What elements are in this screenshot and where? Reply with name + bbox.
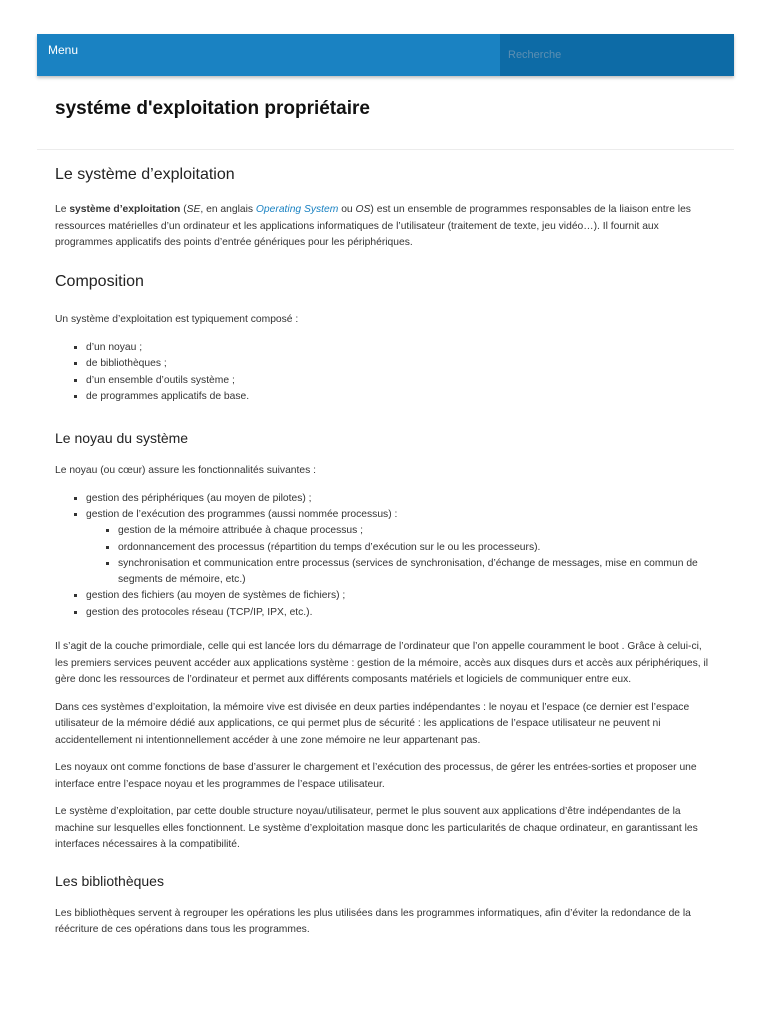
noyau-paragraph: Le système d’exploitation, par cette double structure noyau/utilisateur, permet le plus souvent aux applications d’être indépendantes de la machine sur lesquelles elles fonctionnent. Le système d’exploitation masque donc les particularités de chaque ordinateur, en garantissant les interfaces nécessaires à la compatibilité. bbox=[55, 806, 698, 851]
list-item: ▪ gestion des protocoles réseau (TCP/IP, IPX, etc.). bbox=[86, 605, 715, 621]
noyau-list bbox=[55, 491, 715, 621]
list-item: ▪ de programmes applicatifs de base. bbox=[86, 389, 715, 405]
list-item: ▪ gestion des périphériques (au moyen de pilotes) ; bbox=[86, 491, 715, 507]
intro-paragraph bbox=[55, 202, 715, 252]
intro-abbr-os: OS bbox=[355, 204, 371, 215]
intro-bold-term: système d’exploitation bbox=[69, 204, 181, 215]
noyau-paragraph: Les noyaux ont comme fonctions de base d’assurer le chargement et l’exécution des processus, de gérer les entrées-sorties et proposer une interface entre l’espace noyau et les programmes de l’espace utilisateur. bbox=[55, 762, 697, 790]
sub-list-item: ▪ synchronisation et communication entre processus (services de synchronisation, d’échange de messages, mise en commun de segments de mémoire, etc.) bbox=[118, 556, 715, 589]
list-item-label: gestion de l’exécution des programmes (aussi nommée processus) : bbox=[86, 508, 398, 520]
bibliotheques-paragraph: Les bibliothèques servent à regrouper les opérations les plus utilisées dans les programmes informatiques, afin d’éviter la redondance de la réécriture de ces opérations dans tous les programmes. bbox=[55, 907, 691, 936]
list-item: ▪ d’un noyau ; bbox=[86, 340, 715, 356]
sub-list-item: ▪ ordonnancement des processus (répartition du temps d’exécution sur le ou les processeurs). bbox=[118, 540, 715, 556]
section-heading-noyau: Le noyau du système bbox=[55, 430, 189, 447]
noyau-intro: Le noyau (ou cœur) assure les fonctionnalités suivantes : bbox=[55, 465, 316, 477]
operating-system-link[interactable]: Operating System bbox=[255, 204, 339, 215]
section-heading-composition: Composition bbox=[55, 272, 144, 290]
section-heading-os: Le système d’exploitation bbox=[55, 166, 235, 183]
noyau-paragraph: Il s’agit de la couche primordiale, celle qui est lancée lors du démarrage de l’ordinateur que l’on appelle couramment le boot . Grâce à celui-ci, les premiers services peuvent accéder aux applications système : gestion de la mémoire, accès aux disques durs et accès aux périphériques, il gère donc les ressources de l’ordinateur et permet aux différents composants matériels et logiciels de communiquer entre eux. bbox=[55, 641, 709, 686]
intro-text: Le bbox=[55, 204, 70, 215]
list-item bbox=[86, 507, 715, 588]
page-title: systéme d'exploitation propriétaire bbox=[55, 98, 370, 119]
search-input[interactable] bbox=[500, 34, 734, 76]
composition-list bbox=[55, 340, 715, 405]
menu-button[interactable]: Menu bbox=[48, 43, 79, 57]
intro-abbr-se: SE bbox=[186, 204, 201, 215]
list-item: ▪ d’un ensemble d’outils système ; bbox=[86, 373, 715, 389]
noyau-sublist bbox=[86, 523, 715, 588]
article-content bbox=[55, 163, 715, 939]
noyau-paragraph: Dans ces systèmes d’exploitation, la mémoire vive est divisée en deux parties indépendantes : le noyau et l’espace (ce dernier est l’espace utilisateur de la mémoire dédié aux applications, ce qui permet plus de sécurité : les applications de l’espace utilisateur ne peuvent ni accidentellement ni intentionnellement accéder à une zone mémoire ne leur appartenant pas. bbox=[55, 701, 690, 746]
intro-text: ( bbox=[180, 204, 187, 215]
section-heading-bibliotheques: Les bibliothèques bbox=[55, 872, 164, 889]
sub-list-item: ▪ gestion de la mémoire attribuée à chaque processus ; bbox=[118, 523, 715, 539]
intro-text: , en anglais bbox=[200, 204, 256, 215]
intro-text: ) est un ensemble de programmes responsables de la liaison entre les ressources matérielles d’un ordinateur et les applications informatiques de l’utilisateur (traitement de texte, jeu vidéo…). Il fournit aux programmes applicatifs des points d’entrée génériques pour les périphériques. bbox=[55, 204, 691, 248]
title-divider bbox=[37, 149, 734, 150]
intro-text: ou bbox=[338, 204, 356, 215]
list-item: ▪ de bibliothèques ; bbox=[86, 356, 715, 372]
list-item: ▪ gestion des fichiers (au moyen de systèmes de fichiers) ; bbox=[86, 588, 715, 604]
composition-intro: Un système d’exploitation est typiquement composé : bbox=[55, 313, 299, 325]
top-navigation-bar bbox=[37, 34, 734, 76]
